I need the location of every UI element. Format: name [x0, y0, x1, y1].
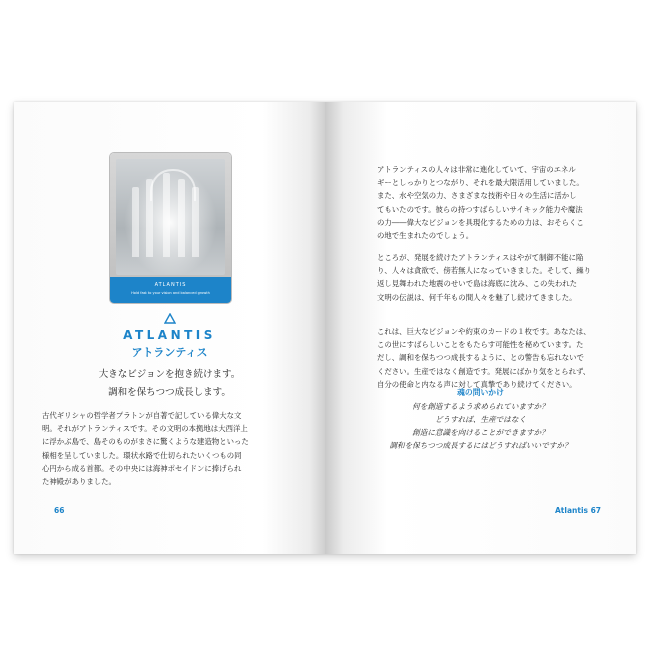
text-line: ギーとしっかりとつながり、それを最大限活用していました。: [377, 178, 584, 188]
text-line: り、人々は貪欲で、傍若無人になっていきました。そして、繰り: [377, 266, 592, 276]
text-line: ください。生産ではなく創造です。発展にばかり気をとられず、: [377, 366, 591, 376]
card-name-english: ATLANTIS: [123, 328, 216, 342]
question-line: どうすれば、生産ではなく: [434, 415, 527, 424]
text-line: アトランティスの人々は非常に進化していて、宇宙のエネル: [377, 165, 576, 174]
soul-questions-heading: 魂の問いかけ: [457, 388, 504, 397]
question-line: 創造に意識を向けることができますか？: [412, 428, 549, 437]
card-name-japanese: アトランティス: [131, 346, 208, 359]
text-line: また、水や空気の力、さまざまな技術や日々の生活に活かし: [377, 191, 577, 201]
text-line: 文明の伝説は、何千年もの間人々を魅了し続けてきました。: [377, 292, 577, 302]
text-line: た神殿がありました。: [42, 477, 116, 487]
text-line: の地で生まれたのでしょう。: [377, 231, 474, 241]
right-page-content: [14, 102, 636, 554]
text-line: 様相を呈していました。環状水路で仕切られたいくつもの同: [42, 450, 242, 460]
card-message-line: 調和を保ちつつ成長します。: [108, 387, 231, 398]
text-line: 明。それがアトランティスです。その文明の本拠地は大西洋上: [42, 424, 248, 434]
text-line: ところが、発展を続けたアトランティスはやがて制御不能に陥: [377, 253, 584, 262]
text-line: だし、調和を保ちつつ成長するように、との警告も忘れないで: [377, 353, 584, 363]
text-line: 心円から成る首都。その中央には海神ポセイドンに捧げられ: [42, 463, 242, 473]
text-line: の力――偉大なビジョンを具現化するための力は、おそらくこ: [377, 217, 584, 227]
text-line: に浮かぶ島で、島そのものがまさに驚くような建造物といった: [42, 437, 249, 447]
text-line: 自分の使命と内なる声に対して真摯であり続けてください。: [377, 379, 577, 389]
text-line: てもいたのです。彼らの持つすばらしいサイキック能力や魔法: [377, 204, 583, 214]
page-footer-right: Atlantis 67: [555, 506, 602, 515]
text-line: 古代ギリシャの哲学者プラトンが自著で記している偉大な文: [42, 411, 242, 420]
card-title: ATLANTIS: [154, 282, 187, 288]
right-paragraph-1: [377, 163, 584, 242]
question-line: 調和を保ちつつ成長するにはどうすればいいですか？: [389, 441, 572, 450]
text-line: これは、巨大なビジョンや約束のカードの１枚です。あなたは、: [377, 327, 591, 336]
text-line: 返し見舞われた地震のせいで島は海底に沈み、この失われた: [377, 279, 577, 289]
question-line: 何を創造するよう求められていますか？: [412, 402, 549, 411]
card-message-line: 大きなビジョンを抱き続けます。: [98, 369, 241, 380]
page-number-left: 66: [54, 506, 65, 515]
right-paragraph-3: [377, 325, 591, 391]
text-line: この世にすばらしいことをもたらす可能性を秘めています。た: [377, 340, 584, 350]
card-subtitle: Hold fast to your vision and balanced growth: [131, 291, 210, 295]
soul-questions: [325, 400, 636, 452]
right-paragraph-2: [377, 251, 591, 304]
